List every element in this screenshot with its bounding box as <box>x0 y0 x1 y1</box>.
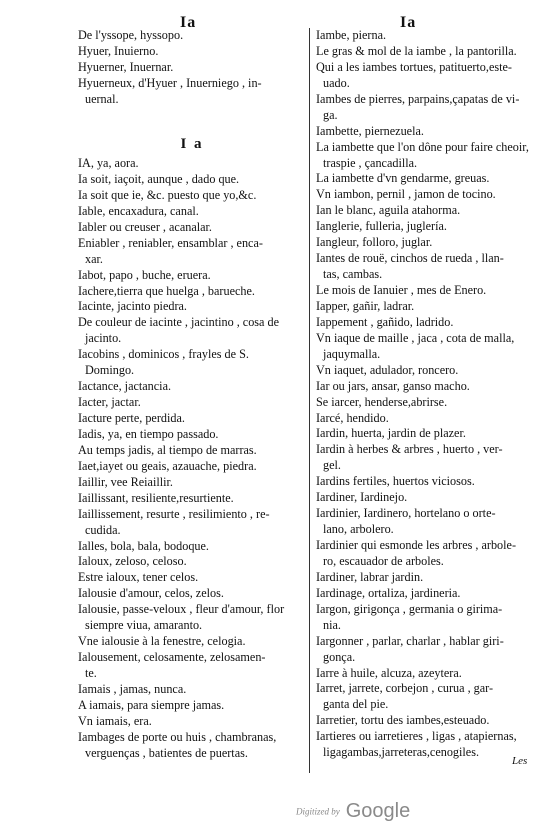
dictionary-line: jacinto. <box>85 331 122 346</box>
dictionary-line: Iadis, ya, en tiempo passado. <box>78 426 219 441</box>
dictionary-line: Iardinier qui esmonde les arbres , arbole- <box>316 538 516 552</box>
dictionary-line: Ia soit que ie, &c. puesto que yo,&c. <box>78 187 257 202</box>
dictionary-line: Iacinte, jacinto piedra. <box>78 299 187 314</box>
dictionary-line: traspie , çancadilla. <box>323 155 418 170</box>
dictionary-line: A iamais, para siempre jamas. <box>78 697 225 712</box>
dictionary-line: cudida. <box>85 522 121 537</box>
dictionary-line: Iaillir, vee Reiaillir. <box>78 474 173 489</box>
dictionary-line: siempre viua, amaranto. <box>85 618 203 633</box>
dictionary-line: Ian le blanc, aguila atahorma. <box>316 203 461 218</box>
dictionary-line: Eniabler , reniabler, ensamblar , enca- <box>78 235 263 250</box>
dictionary-line: Iarret, jarrete, corbejon , curua , gar- <box>316 681 494 696</box>
dictionary-line: Ialousie, passe-veloux , fleur d'amour, flor <box>78 602 285 617</box>
dictionary-line: Ialousement, celosamente, zelosamen- <box>78 650 266 665</box>
dictionary-line: Iacter, jactar. <box>78 395 141 410</box>
dictionary-line: Iardiner, labrar jardin. <box>316 569 424 584</box>
dictionary-line: Le mois de Ianuier , mes de Enero. <box>316 283 487 297</box>
section-heading: I a <box>180 136 204 152</box>
dictionary-line: uernal. <box>85 91 119 106</box>
dictionary-line: Ialoux, zeloso, celoso. <box>78 554 187 569</box>
dictionary-line: Iacobins , dominicos , frayles de S. <box>78 347 249 362</box>
dictionary-line: Hyuerner, Inuernar. <box>78 59 174 74</box>
left-main-entries <box>78 156 306 762</box>
dictionary-line: La iambette d'vn gendarme, greuas. <box>316 171 490 186</box>
google-logo: Google <box>345 800 411 822</box>
dictionary-line: Iargon, girigonça , germania o girima- <box>316 601 503 616</box>
dictionary-line: Iantes de rouë, cinchos de rueda , llan- <box>316 251 504 266</box>
dictionary-line: Iappement , gañido, ladrido. <box>316 314 454 329</box>
dictionary-line: Iaet,iayet ou geais, azauache, piedra. <box>78 458 257 473</box>
dictionary-line: Ia soit, iaçoit, aunque , dado que. <box>78 171 240 186</box>
right-main-entries <box>316 28 538 761</box>
dictionary-line: Iarretier, tortu des iambes,esteuado. <box>316 713 490 728</box>
dictionary-line: Vn iaquet, adulador, roncero. <box>316 362 459 377</box>
dictionary-line: De couleur de iacinte , jacintino , cosa de <box>78 315 280 330</box>
dictionary-line: La iambette que l'on dône pour faire cheoir, <box>316 139 529 154</box>
dictionary-line: tas, cambas. <box>323 267 383 282</box>
dictionary-line: lano, arbolero. <box>323 522 394 537</box>
dictionary-line: Iardins fertiles, huertos viciosos. <box>316 474 475 489</box>
dictionary-line: xar. <box>85 251 103 266</box>
dictionary-line: nia. <box>323 617 341 632</box>
dictionary-line: Iardiner, Iardinejo. <box>316 490 408 505</box>
dictionary-line: Iambages de porte ou huis , chambranas, <box>78 729 277 744</box>
dictionary-line: gonça. <box>323 649 356 664</box>
dictionary-line: IA, ya, aora. <box>78 156 139 170</box>
dictionary-line: Ialousie d'amour, celos, zelos. <box>78 586 224 601</box>
dictionary-line: Iable, encaxadura, canal. <box>78 203 199 218</box>
dictionary-line: Iacture perte, perdida. <box>78 411 185 425</box>
dictionary-line: jaquymalla. <box>323 346 381 361</box>
dictionary-line: uado. <box>323 75 350 90</box>
dictionary-line: te. <box>85 666 97 680</box>
dictionary-line: Domingo. <box>85 363 135 378</box>
left-section-heading-wrap <box>78 134 306 154</box>
digitized-by-google-watermark <box>296 800 410 823</box>
dictionary-line: Iardin à herbes & arbres , huerto , ver- <box>316 442 503 457</box>
catchword: Les <box>512 755 528 767</box>
dictionary-line: Hyuerneux, d'Hyuer , Inuerniego , in- <box>78 75 262 90</box>
column-divider <box>309 28 310 773</box>
dictionary-line: Se iarcer, henderse,abrirse. <box>316 394 448 409</box>
dictionary-line: Vn iambon, pernil , jamon de tocino. <box>316 187 496 202</box>
dictionary-line: verguenças , batientes de puertas. <box>85 745 248 760</box>
dictionary-line: gel. <box>323 458 341 473</box>
dictionary-line: Iar ou jars, ansar, ganso macho. <box>316 378 470 393</box>
digitized-label: Digitized by <box>296 806 340 817</box>
dictionary-line: ga. <box>323 107 338 122</box>
dictionary-line: Iardinier, Iardinero, hortelano o orte- <box>316 506 496 521</box>
dictionary-line: Iarcé, hendido. <box>316 410 389 425</box>
dictionary-line: Iachere,tierra que huelga , barueche. <box>78 283 255 298</box>
dictionary-line: De l'yssope, hyssopo. <box>78 28 184 42</box>
dictionary-line: Iardinage, ortaliza, jardineria. <box>316 585 461 600</box>
dictionary-line: Vn iamais, era. <box>78 713 152 728</box>
left-top-entries <box>78 28 306 108</box>
dictionary-line: Iapper, gañir, ladrar. <box>316 298 415 313</box>
dictionary-line: ganta del pie. <box>323 697 389 712</box>
dictionary-line: Iargonner , parlar, charlar , hablar giri- <box>316 633 504 648</box>
dictionary-line: Iabler ou creuser , acanalar. <box>78 219 212 234</box>
dictionary-line: Iambe, pierna. <box>316 28 387 42</box>
dictionary-line: ligagambas,jarreteras,cenogiles. <box>323 745 479 760</box>
dictionary-line: Iabot, papo , buche, eruera. <box>78 267 211 282</box>
dictionary-line: Iartieres ou iarretieres , ligas , atapiernas, <box>316 729 517 744</box>
dictionary-line: Iambes de pierres, parpains,çapatas de vi- <box>316 91 520 106</box>
dictionary-line: Au temps jadis, al tiempo de marras. <box>78 442 257 457</box>
dictionary-line: Estre ialoux, tener celos. <box>78 570 199 585</box>
dictionary-line: Iamais , jamas, nunca. <box>78 681 187 696</box>
dictionary-line: Iaillissement, resurte , resilimiento , re- <box>78 506 270 521</box>
dictionary-line: Qui a les iambes tortues, patituerto,estе- <box>316 59 512 74</box>
dictionary-line: Ianglerie, fulleria, juglería. <box>316 219 447 234</box>
left-running-header: Ia <box>180 14 197 31</box>
dictionary-line: Ialles, bola, bala, bodoque. <box>78 538 209 553</box>
dictionary-line: Vn iaque de maille , jaca , cota de malla, <box>316 330 515 345</box>
dictionary-line: Iardin, huerta, jardin de plazer. <box>316 426 466 441</box>
dictionary-line: Le gras & mol de la iambe , la pantorilla. <box>316 43 517 58</box>
dictionary-line: ro, escauador de arboles. <box>323 553 444 568</box>
dictionary-line: Iactance, jactancia. <box>78 379 172 394</box>
dictionary-line: Iambette, piernezuela. <box>316 123 424 138</box>
dictionary-line: Iarre à huile, alcuza, azeytera. <box>316 665 462 680</box>
dictionary-line: Hyuer, Inuierno. <box>78 43 159 58</box>
dictionary-line: Iaillissant, resiliente,resurtiente. <box>78 490 234 505</box>
dictionary-line: Vne ialousie à la fenestre, celogia. <box>78 634 246 649</box>
dictionary-line: Iangleur, folloro, juglar. <box>316 235 433 250</box>
right-running-header: Ia <box>400 14 417 31</box>
